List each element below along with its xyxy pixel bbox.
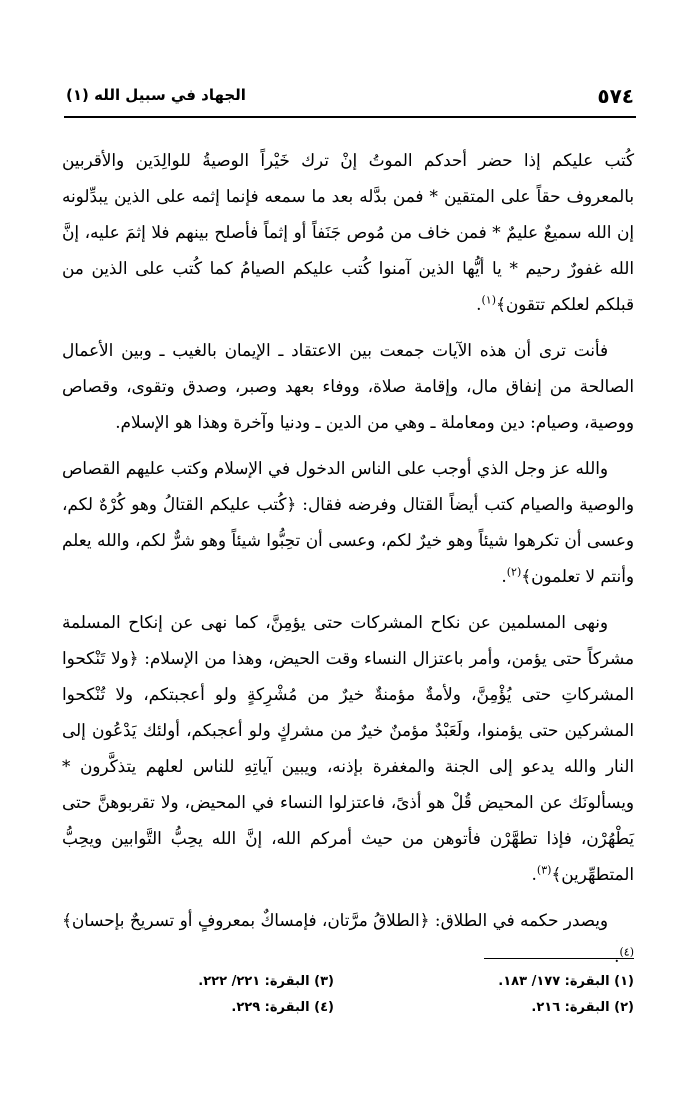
paragraph-5 — [62, 902, 634, 974]
footnote-2: (٢) البقرة: ٢١٦. — [531, 1000, 634, 1015]
paragraph-4-end: . — [531, 864, 537, 884]
paragraph-4 — [62, 604, 634, 892]
paragraph-1-text: كُتب عليكم إذا حضر أحدكم الموتُ إنْ ترك خَيْراً الوصيةُ للوالِدَين والأقربين بالمعروف حقاً على المتقين * فمن بدَّله بعد ما سمعه فإنما إثمه على الذين يبدِّلونه إن الله سميعٌ عليمٌ * فمن خاف من مُوص جَنَفاً أو إثماً فأصلح بينهم فلا إثمَ عليه، إنَّ الله غفورٌ رحيم * يا أيُّها الذين آمنوا كُتب عليكم الصيامُ كما كُتب على الذين من قبلكم لعلكم تتقون﴾ — [62, 150, 634, 314]
running-title: الجهاد في سبيل الله (١) — [66, 86, 246, 104]
paragraph-3-end: . — [501, 566, 507, 586]
paragraph-5-end: . — [614, 946, 620, 966]
footnote-3: (٣) البقرة: ٢٢١/ ٢٢٢. — [198, 974, 334, 989]
footnotes — [62, 974, 634, 1026]
footnote-ref-4: (٤) — [619, 945, 634, 959]
paragraph-3-text: والله عز وجل الذي أوجب على الناس الدخول في الإسلام وكتب عليهم القصاص والوصية والصيام كتب أيضاً القتال وفرضه فقال: ﴿كُتب عليكم القتالُ وهو كُرْهٌ لكم، وعسى أن تكرهوا شيئاً وهو خيرٌ لكم، وعسى أن تحِبُّوا شيئاً وهو شرٌّ لكم، والله يعلم وأنتم لا تعلمون﴾ — [62, 458, 634, 586]
footnote-ref-1: (١) — [481, 293, 496, 307]
paragraph-2 — [62, 332, 634, 440]
footnote-separator — [484, 958, 634, 959]
paragraph-1-end: . — [476, 294, 482, 314]
page-header — [64, 82, 636, 118]
paragraph-2-text: فأنت ترى أن هذه الآيات جمعت بين الاعتقاد ـ الإيمان بالغيب ـ وبين الأعمال الصالحة من إنفاق مال، وإقامة صلاة، ووفاء بعهد وصبر، وصدق وتقوى، وقصاص ووصية، وصيام: دين ومعاملة ـ وهي من الدين ـ ودنيا وآخرة وهذا هو الإسلام. — [62, 340, 634, 432]
footnote-1: (١) البقرة: ١٧٧/ ١٨٣. — [498, 974, 634, 989]
main-text — [62, 142, 634, 984]
paragraph-3 — [62, 450, 634, 594]
page-number: ٥٧٤ — [597, 84, 634, 108]
footnote-4: (٤) البقرة: ٢٢٩. — [231, 1000, 334, 1015]
paragraph-1 — [62, 142, 634, 322]
footnote-ref-3: (٣) — [536, 863, 552, 877]
paragraph-5-text: ويصدر حكمه في الطلاق: ﴿الطلاقُ مرَّتان، فإمساكٌ بمعروفٍ أو تسريحٌ بإحسان﴾ — [62, 910, 608, 930]
paragraph-4-text: ونهى المسلمين عن نكاح المشركات حتى يؤمِنَّ، كما نهى عن إنكاح المسلمة مشركاً حتى يؤمن، وأمر باعتزال النساء وقت الحيض، وهذا من الإسلام: ﴿ولا تَنْكحوا المشركاتِ حتى يُؤْمِنَّ، ولأمةٌ مؤمنةٌ خيرٌ من مُشْرِكةٍ ولو أعجبتكم، ولا تُنْكحوا المشركين حتى يؤمنوا، ولَعَبْدٌ مؤمنٌ خيرٌ من مشركٍ ولو أعجبكم، أولئك يَدْعُون إلى النار والله يدعو إلى الجنة والمغفرة بإذنه، ويبين آياتِهِ للناس لعلهم يتذكَّرون * ويسألونَك عن المحيض قُلْ هو أذىً، فاعتزلوا النساء في المحيض، ولا تقربوهنَّ حتى يَطْهُرْن، فإذا تطهَّرْن فأتوهن من حيث أمركم الله، إنَّ الله يحِبُّ التَّوابين ويحِبُّ المتطهِّرين﴾ — [62, 612, 634, 884]
footnote-ref-2: (٢) — [506, 565, 522, 579]
